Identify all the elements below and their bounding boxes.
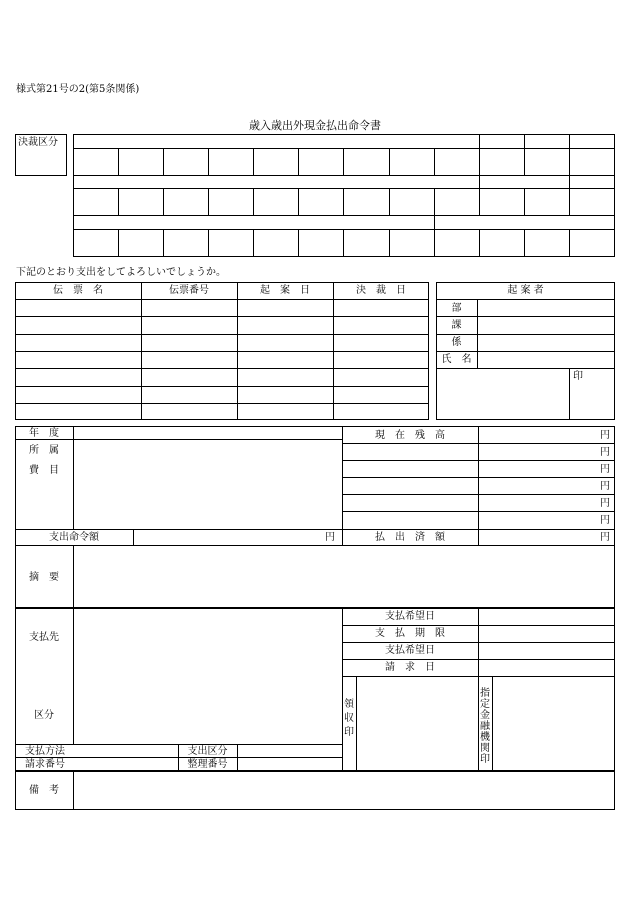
form-title: 歳入歳出外現金払出命令書 (249, 119, 381, 132)
yen-5: 円 (600, 498, 610, 509)
ryoshu-in-label: 領収印 (344, 699, 354, 738)
seikyu-bi-label: 請 求 日 (385, 662, 435, 673)
shitei-kinyu-label: 指定金融機関印 (480, 688, 490, 765)
shiharai-kibo-1-label: 支払希望日 (385, 611, 435, 622)
drafter-ka: 課 (451, 320, 462, 331)
kubun-label: 区分 (34, 710, 54, 721)
himoku-label: 費 目 (29, 465, 59, 476)
drafter-header: 起 案 者 (507, 285, 544, 296)
shiharai-saki-label: 支払先 (29, 632, 59, 643)
shishutsu-kubun-label: 支出区分 (187, 746, 228, 757)
form-id: 様式第21号の2(第5条関係) (16, 84, 140, 95)
shishutsu-meirei-label: 支出命令額 (49, 532, 99, 543)
intro-text: 下記のとおり支出をしてよろしいでしょうか。 (16, 267, 226, 278)
yen-1: 円 (600, 430, 610, 441)
drafter-seal: 印 (573, 371, 583, 382)
slip-header-approval-date: 決 裁 日 (356, 285, 406, 296)
budget-section (15, 426, 615, 546)
shiharai-kigen-label: 支 払 期 限 (375, 628, 445, 639)
yen-6: 円 (600, 515, 610, 526)
slip-header-number: 伝票番号 (169, 285, 209, 296)
drafter-kakari: 係 (451, 337, 462, 348)
kessai-label: 決裁区分 (18, 137, 58, 148)
slip-header-name: 伝 票 名 (53, 285, 103, 296)
yen-2: 円 (600, 447, 610, 458)
shozoku-label: 所 属 (29, 445, 59, 456)
seiri-bango-label: 整理番号 (187, 759, 228, 770)
biko-label: 備 考 (29, 785, 59, 796)
drafter-name: 氏 名 (441, 354, 472, 365)
shiharai-hoho-label: 支払方法 (25, 746, 65, 757)
yen-zumi: 円 (600, 532, 610, 543)
haraidashi-zumi-label: 払 出 済 額 (375, 532, 445, 543)
yen-4: 円 (600, 481, 610, 492)
shiharai-kibo-2-label: 支払希望日 (385, 645, 435, 656)
tekiyo-section (15, 546, 615, 608)
payee-section (15, 608, 615, 771)
yen-meirei: 円 (325, 532, 335, 543)
approval-grid (73, 134, 615, 257)
drafter-bu: 部 (451, 303, 462, 314)
genzai-zandaka-label: 現 在 残 高 (375, 430, 445, 441)
biko-section (15, 771, 615, 810)
slip-header-draft-date: 起 案 日 (260, 285, 310, 296)
seikyu-bango-label: 請求番号 (25, 759, 65, 770)
tekiyo-label: 摘 要 (29, 572, 59, 583)
nendo-label: 年 度 (29, 428, 59, 439)
yen-3: 円 (600, 464, 610, 475)
